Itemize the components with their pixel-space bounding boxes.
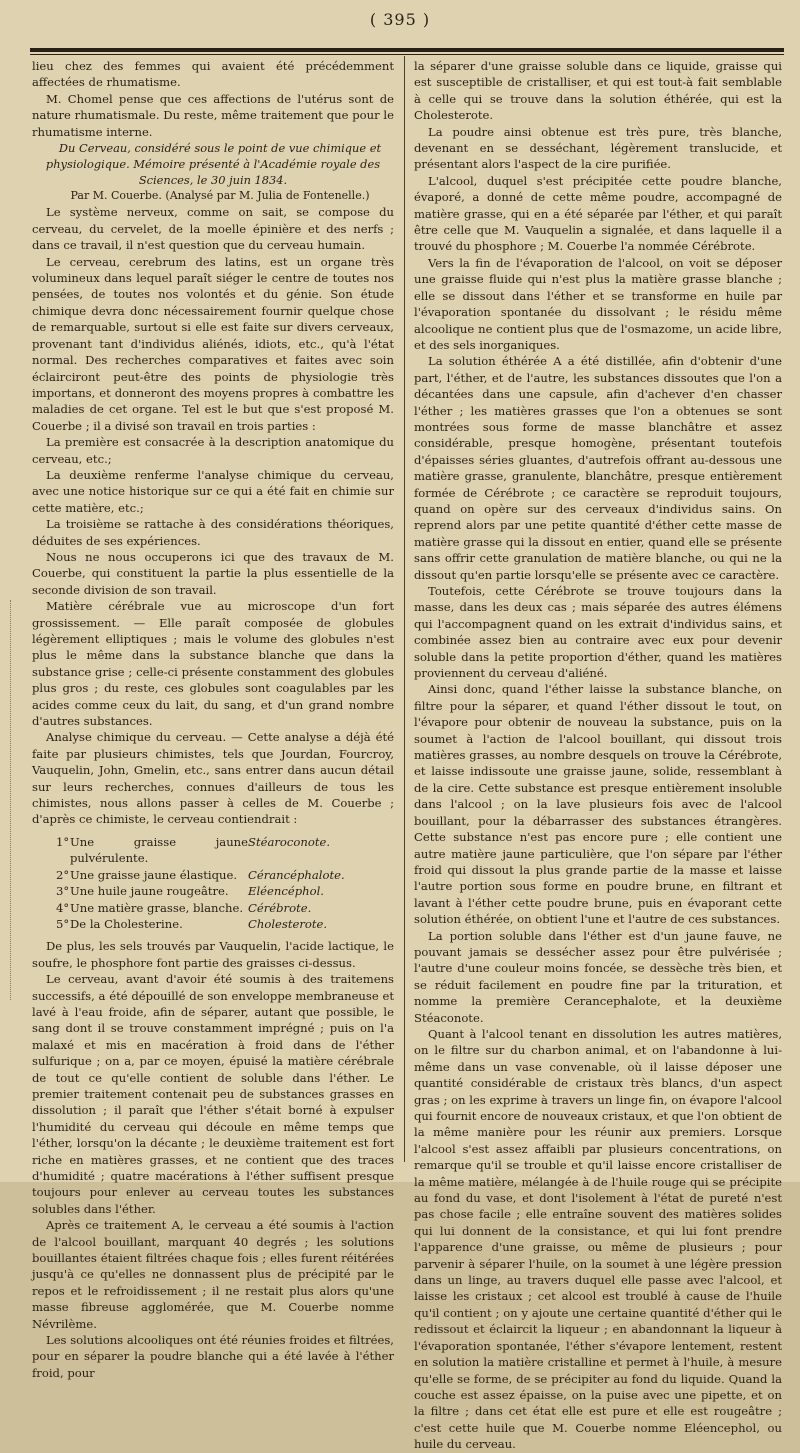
substances-list <box>56 834 394 932</box>
paragraph: Le cerveau, avant d'avoir été soumis à des traitemens successifs, a été dépouillé de son enveloppe membraneuse et lavé à l'eau froide, afin de séparer, autant que possible, le sang dont il se trouve constamment imprégné ; puis on l'a malaxé et mis en macération à froid dans de l'éther sulfurique ; on a, par ce moyen, épuisé la matière cérébrale de tout ce qu'elle contient de soluble dans l'éther. Le premier traitement contenait peu de substances grasses en dissolution ; il paraît que l'éther s'était borné à expulser l'humidité du cerveau qui découle en même temps que l'éther, lorsqu'on la décante ; le deuxième traitement est fort riche en matières grasses, et ne contient que des traces d'humidité ; quatre macérations à l'éther suffisent presque toujours pour enlever au cerveau toutes les substances solubles dans l'éther. <box>32 972 394 1216</box>
page-number: ( 395 ) <box>369 10 431 29</box>
paragraph: Après ce traitement A, le cerveau a été soumis à l'action de l'alcool bouillant, marquant 40 degrés ; les solutions bouillantes étaient filtrées chaque fois ; elles furent réitérées jusqu'à ce qu'elles ne donnassent plus de précipité par le repos et le refroidissement ; il ne restait plus alors qu'une masse fibreuse agglomérée, que M. Couerbe nomme Névrilème. <box>32 1218 394 1331</box>
list-item: 3° Une huile jaune rougeâtre. Eléencéphol. <box>56 884 324 899</box>
list-item: 2° Une graisse jaune élastique. Cérancéphalote. <box>56 867 345 882</box>
paragraph: Le système nerveux, comme on sait, se compose du cerveau, du cervelet, de la moelle épinière et des nerfs ; dans ce travail, il n'est question que du cerveau humain. <box>32 205 394 253</box>
paragraph: Le cerveau, cerebrum des latins, est un organe très volumineux dans lequel paraît siéger le centre de toutes nos pensées, de toutes nos volontés et du génie. Son étude chimique devra donc nécessairement fournir quelque chose de remarquable, surtout si elle est faite sur divers cerveaux, provenant tant d'individus aliénés, idiots, etc., qu'à l'état normal. Des recherches comparatives et faites avec soin éclairciront peut-être des points de physiologie très importans, et donneront des moyens propres à combattre les maladies de cet organe. Tel est le but que s'est proposé M. Couerbe ; il a divisé son travail en trois parties : <box>32 254 394 433</box>
paragraph-analyse: Analyse chimique du cerveau. — Cette analyse a déjà été faite par plusieurs chimistes, tels que Jourdan, Fourcroy, Vauquelin, John, Gmelin, etc., sans entrer dans aucun détail sur leurs recherches, connues d'ailleurs de tous les chimistes, nous allons passer à celles de M. Couerbe ; d'après ce chimiste, le cerveau contiendrait : <box>32 730 394 827</box>
left-column <box>32 58 394 1381</box>
column-divider <box>404 56 405 1162</box>
article-title: Du Cerveau, considéré sous le point de vue chimique et physiologique. Mémoire présenté à l'Académie royale des Sciences, le 30 juin 1834. <box>45 141 382 188</box>
header-rule-thick <box>30 48 784 52</box>
paragraph: Vers la fin de l'évaporation de l'alcool, on voit se déposer une graisse fluide qui n'est plus la matière grasse blanche ; elle se dissout dans l'éther et se transforme en huile par l'évaporation spontanée du dissolvant ; le résidu même alcoolique ne contient plus que de l'osmazome, un acide libre, et des sels inorganiques. <box>414 255 782 352</box>
paragraph: La solution éthérée A a été distillée, afin d'obtenir d'une part, l'éther, et de l'autre, les substances dissoutes que l'on a décantées dans une capsule, afin d'achever d'en chasser l'éther ; les matières grasses que l'on a obtenues se sont montrées sous forme de masse blanchâtre et assez considérable, presque homogène, présentant toutefois d'épaisses séries gluantes, d'autrefois offrant au-dessous une matière grasse, granulente, blanchâtre, presque entièrement formée de Cérébrote ; ce caractère se reproduit toujours, quand on opère sur des cerveaux d'individus sains. On reprend alors par une petite quantité d'éther cette masse de matière grasse qui la dissout en entier, quand elle se présente sans offrir cette granulation de matière blanche, ou qui ne la dissout qu'en partie lorsqu'elle se présente avec ce caractère. <box>414 354 782 582</box>
paragraph: La troisième se rattache à des considérations théoriques, déduites de ses expériences. <box>32 517 394 548</box>
paragraph: La poudre ainsi obtenue est très pure, très blanche, devenant en se desséchant, légèrement translucide, et présentant alors l'aspect de la cire purifiée. <box>414 124 782 172</box>
paragraph: La deuxième renferme l'analyse chimique du cerveau, avec une notice historique sur ce qui a été fait en chimie sur cette matière, etc.; <box>32 467 394 515</box>
paragraph: Ainsi donc, quand l'éther laisse la substance blanche, on filtre pour la séparer, et quand l'éther dissout le tout, on l'évapore pour obtenir de nouveau la substance, puis on la soumet à l'action de l'alcool bouillant, qui dissout trois matières grasses, au nombre desquels on trouve la Cérébrote, et laisse indissoute une graisse jaune, solide, ressemblant à de la cire. Cette substance est presque entièrement insoluble dans l'alcool ; on la lave plusieurs fois avec de l'alcool bouillant, pour la débarrasser des substances étrangères. Cette substance n'est pas encore pure ; elle contient une autre matière jaune particulière, que l'on sépare par l'éther froid qui dissout la plus grande partie de la masse et laisse l'autre portion sous forme en poudre brune, en filtrant et lavant à l'éther cette poudre brune, puis en évaporant cette solution éthérée, on obtient l'une et l'autre de ces substances. <box>414 682 782 927</box>
paragraph-chomel: M. Chomel pense que ces affections de l'utérus sont de nature rhumatismale. Du reste, même traitement que pour le rhumatisme interne. <box>32 91 394 139</box>
list-item: 1° Une graisse jaune pulvérulente. Stéaroconote. <box>56 834 331 866</box>
paragraph: La première est consacrée à la description anatomique du cerveau, etc.; <box>32 435 394 466</box>
paragraph: Les solutions alcooliques ont été réunies froides et filtrées, pour en séparer la poudre blanche qui a été lavée à l'éther froid, pour <box>32 1333 394 1380</box>
byline: Par M. Couerbe. (Analysé par M. Julia de Fontenelle.) <box>70 189 370 203</box>
margin-binding-mark <box>10 600 17 1000</box>
paragraph: La portion soluble dans l'éther est d'un jaune fauve, ne pouvant jamais se dessécher assez pour être pulvérisée ; l'autre d'une couleur moins foncée, se dessèche très bien, et se réduit facilement en poudre fine par la trituration, et nomme la première Cerancephalote, et la deuxième Stéaconote. <box>414 928 782 1025</box>
paragraph-continued: lieu chez des femmes qui avaient été précédemment affectées de rhumatisme. <box>32 59 394 90</box>
paragraph: Quant à l'alcool tenant en dissolution les autres matières, on le filtre sur du charbon animal, et on l'abandonne à lui-même dans un vase convenable, où il laisse déposer une quantité considérable de cristaux très blancs, d'un aspect gras ; on les exprime à travers un linge fin, on évapore l'alcool qui fournit encore de nouveaux cristaux, et que l'on obtient de la même manière pour les réunir aux premiers. Lorsque l'alcool s'est assez affaibli par plusieurs concentrations, on remarque qu'il se trouble et qu'il laisse encore cristalliser de la même matière, mélangée à de l'huile rouge qui se précipite au fond du vase, et dont l'isolement à l'état de pureté n'est pas chose facile ; elle entraîne souvent des matières solides qui lui donnent de la consistance, et qui lui font prendre l'apparence d'une graisse, ou même de plusieurs ; pour parvenir à séparer l'huile, on la soumet à une légère pression dans un linge, au travers duquel elle passe avec l'alcool, et laisse les cristaux ; cet alcool est troublé à cause de l'huile qu'il contient ; on y ajoute une certaine quantité d'éther qui le redissout et éclaircit la liqueur ; en abandonnant la liqueur à l'évaporation spontanée, l'éther s'évapore lentement, restent en solution la matière cristalline et permet à l'huile, à mesure qu'elle se forme, de se précipiter au fond du liquide. Quand la couche est assez épaisse, on la puise avec une pipette, et on la filtre ; dans cet état elle est pure et elle est rougeâtre ; c'est cette huile que M. Couerbe nomme Eléencephol, ou huile du cerveau. <box>414 1026 783 1452</box>
paragraph-microscope: Matière cérébrale vue au microscope d'un fort grossissement. — Elle paraît composée de globules légèrement elliptiques ; mais le volume des globules n'est plus le même dans la substance blanche que dans la substance grise ; celle-ci présente constamment des globules plus gros ; du reste, ces globules sont coagulables par les acides comme ceux du lait, du sang, et d'un grand nombre d'autres substances. <box>32 599 394 729</box>
paragraph: Toutefois, cette Cérébrote se trouve toujours dans la masse, dans les deux cas ; mais séparée des autres élémens qui l'accompagnent quand on les extrait d'individus sains, et combinée assez bien au contraire avec eux pour devenir soluble dans la petite proportion d'éther, quand les matières proviennent du cerveau d'aliéné. <box>414 584 782 681</box>
list-item: 4° Une matière grasse, blanche. Cérébrote. <box>56 900 312 915</box>
header-rule-thin <box>30 54 784 55</box>
paragraph: Nous ne nous occuperons ici que des travaux de M. Couerbe, qui constituent la partie la plus essentielle de la seconde division de son travail. <box>32 549 394 597</box>
right-column <box>414 58 782 1453</box>
paragraph-continued: la séparer d'une graisse soluble dans ce liquide, graisse qui est susceptible de cristalliser, et qui est tout-à fait semblable à celle qui se trouve dans la solution éthérée, qui est la Cholesterote. <box>414 59 782 123</box>
paragraph: L'alcool, duquel s'est précipitée cette poudre blanche, évaporé, a donné de cette même poudre, accompagné de matière grasse, qui en a été séparée par l'éther, et qui paraît être celle que M. Vauquelin a signalée, et dans laquelle il a trouvé du phosphore ; M. Couerbe l'a nommée Cérébrote. <box>414 173 782 254</box>
paragraph: De plus, les sels trouvés par Vauquelin, l'acide lactique, le soufre, le phosphore font partie des graisses ci-dessus. <box>32 939 394 970</box>
list-item: 5° De la Cholesterine. Cholesterote. <box>56 916 328 931</box>
